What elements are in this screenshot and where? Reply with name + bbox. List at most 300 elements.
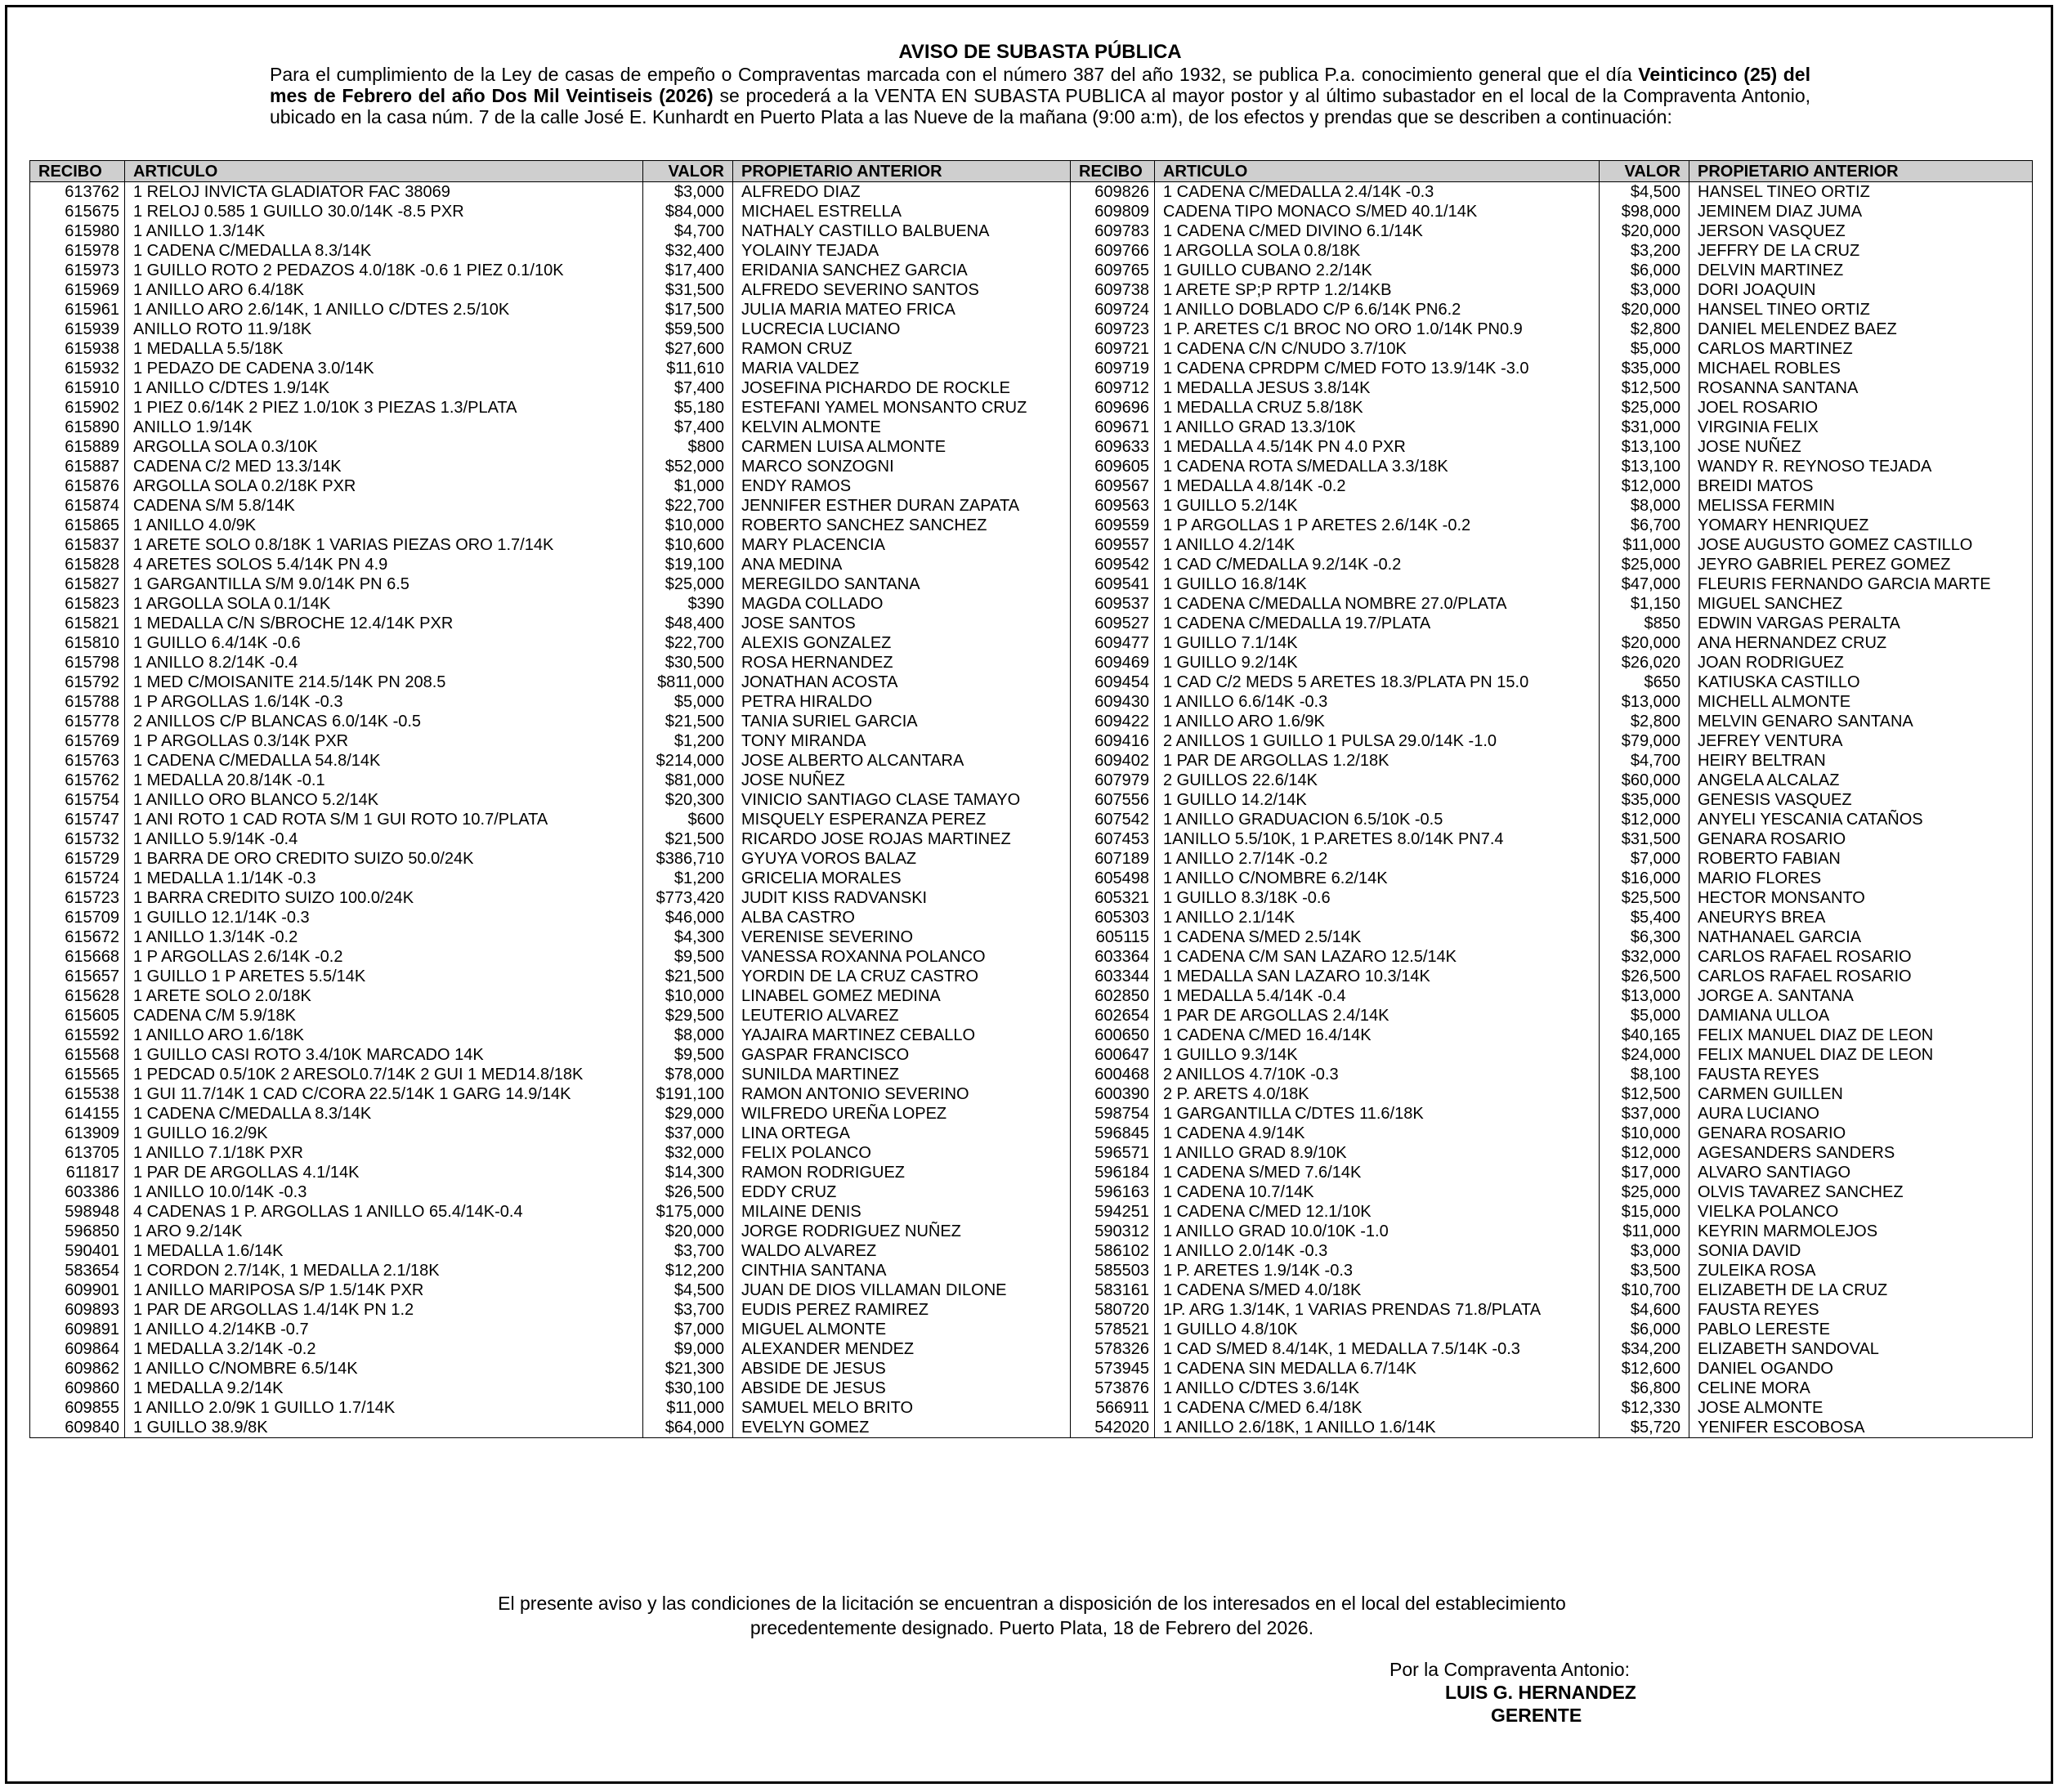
cell-valor-2: $7,000 [1600, 849, 1689, 869]
cell-propietario-2: WANDY R. REYNOSO TEJADA [1689, 457, 2033, 476]
signature-name: LUIS G. HERNANDEZ [1445, 1682, 1636, 1703]
cell-recibo: 609855 [30, 1398, 125, 1418]
table-row [30, 496, 2033, 516]
cell-propietario: MAGDA COLLADO [733, 594, 1071, 614]
cell-recibo: 615902 [30, 398, 125, 418]
cell-articulo: 1 ANILLO 4.2/14KB -0.7 [125, 1320, 643, 1339]
cell-propietario: GYUYA VOROS BALAZ [733, 849, 1071, 869]
cell-articulo-2: 1 PAR DE ARGOLLAS 1.2/18K [1155, 751, 1600, 771]
cell-recibo: 613762 [30, 182, 125, 203]
cell-propietario-2: MIGUEL SANCHEZ [1689, 594, 2033, 614]
cell-recibo: 596850 [30, 1222, 125, 1241]
cell-propietario: ANA MEDINA [733, 555, 1071, 574]
cell-valor-2: $32,000 [1600, 947, 1689, 967]
cell-valor: $1,200 [643, 869, 733, 888]
cell-propietario: CARMEN LUISA ALMONTE [733, 437, 1071, 457]
cell-propietario-2: CELINE MORA [1689, 1379, 2033, 1398]
cell-recibo-2: 607979 [1071, 771, 1155, 790]
cell-articulo-2: 1 ARETE SP;P RPTP 1.2/14KB [1155, 280, 1600, 300]
cell-propietario: RAMON CRUZ [733, 339, 1071, 359]
cell-recibo: 615732 [30, 829, 125, 849]
cell-propietario: LINABEL GOMEZ MEDINA [733, 986, 1071, 1006]
cell-articulo: 1 MEDALLA 9.2/14K [125, 1379, 643, 1398]
header-valor-2: VALOR [1600, 161, 1689, 182]
cell-propietario-2: JEFFRY DE LA CRUZ [1689, 241, 2033, 261]
cell-propietario-2: JOAN RODRIGUEZ [1689, 653, 2033, 673]
cell-valor: $10,600 [643, 535, 733, 555]
cell-articulo: 1 ARO 9.2/14K [125, 1222, 643, 1241]
cell-propietario-2: MELVIN GENARO SANTANA [1689, 712, 2033, 731]
cell-valor-2: $2,800 [1600, 320, 1689, 339]
cell-recibo-2: 605498 [1071, 869, 1155, 888]
cell-articulo-2: 1 CADENA SIN MEDALLA 6.7/14K [1155, 1359, 1600, 1379]
cell-valor: $14,300 [643, 1163, 733, 1182]
cell-valor-2: $12,600 [1600, 1359, 1689, 1379]
cell-propietario-2: FAUSTA REYES [1689, 1065, 2033, 1084]
cell-propietario-2: CARLOS RAFAEL ROSARIO [1689, 967, 2033, 986]
cell-recibo: 609860 [30, 1379, 125, 1398]
cell-recibo-2: 596163 [1071, 1182, 1155, 1202]
cell-recibo-2: 609557 [1071, 535, 1155, 555]
cell-articulo: 4 ARETES SOLOS 5.4/14K PN 4.9 [125, 555, 643, 574]
cell-valor-2: $4,700 [1600, 751, 1689, 771]
cell-valor: $811,000 [643, 673, 733, 692]
cell-articulo: 1 MEDALLA C/N S/BROCHE 12.4/14K PXR [125, 614, 643, 633]
notice-title: AVISO DE SUBASTA PÚBLICA [898, 41, 1182, 63]
cell-propietario: MICHAEL ESTRELLA [733, 202, 1071, 221]
cell-articulo: 1 ANILLO C/DTES 1.9/14K [125, 378, 643, 398]
cell-recibo-2: 602850 [1071, 986, 1155, 1006]
cell-recibo: 615810 [30, 633, 125, 653]
table-row [30, 1084, 2033, 1104]
cell-propietario-2: DANIEL OGANDO [1689, 1359, 2033, 1379]
cell-valor: $3,700 [643, 1241, 733, 1261]
table-row [30, 653, 2033, 673]
cell-valor: $10,000 [643, 986, 733, 1006]
cell-propietario-2: JEYRO GABRIEL PEREZ GOMEZ [1689, 555, 2033, 574]
cell-valor-2: $47,000 [1600, 574, 1689, 594]
cell-valor: $7,400 [643, 378, 733, 398]
table-row [30, 1320, 2033, 1339]
cell-articulo: 1 ANILLO MARIPOSA S/P 1.5/14K PXR [125, 1280, 643, 1300]
cell-valor: $4,500 [643, 1280, 733, 1300]
cell-articulo: 1 ANILLO ARO 1.6/18K [125, 1026, 643, 1045]
cell-articulo-2: 1 CADENA C/MED DIVINO 6.1/14K [1155, 221, 1600, 241]
cell-recibo-2: 609422 [1071, 712, 1155, 731]
cell-propietario: EDDY CRUZ [733, 1182, 1071, 1202]
cell-articulo: 1 PIEZ 0.6/14K 2 PIEZ 1.0/10K 3 PIEZAS 1.3/PLATA [125, 398, 643, 418]
cell-valor-2: $79,000 [1600, 731, 1689, 751]
cell-valor-2: $35,000 [1600, 359, 1689, 378]
cell-propietario-2: JOSE NUÑEZ [1689, 437, 2033, 457]
table-row [30, 1163, 2033, 1182]
cell-propietario: SUNILDA MARTINEZ [733, 1065, 1071, 1084]
cell-recibo-2: 605321 [1071, 888, 1155, 908]
cell-articulo: 1 MEDALLA 1.1/14K -0.3 [125, 869, 643, 888]
cell-articulo: CADENA C/2 MED 13.3/14K [125, 457, 643, 476]
cell-propietario: ROBERTO SANCHEZ SANCHEZ [733, 516, 1071, 535]
cell-articulo: 1 PAR DE ARGOLLAS 1.4/14K PN 1.2 [125, 1300, 643, 1320]
cell-recibo: 615874 [30, 496, 125, 516]
cell-articulo: 1 PAR DE ARGOLLAS 4.1/14K [125, 1163, 643, 1182]
cell-valor: $64,000 [643, 1418, 733, 1438]
cell-recibo: 615798 [30, 653, 125, 673]
cell-propietario-2: YOMARY HENRIQUEZ [1689, 516, 2033, 535]
cell-propietario-2: DELVIN MARTINEZ [1689, 261, 2033, 280]
cell-propietario-2: CARLOS MARTINEZ [1689, 339, 2033, 359]
cell-recibo-2: 609671 [1071, 418, 1155, 437]
cell-articulo: 1 RELOJ 0.585 1 GUILLO 30.0/14K -8.5 PXR [125, 202, 643, 221]
auction-items-table [29, 160, 2033, 1438]
table-row [30, 1222, 2033, 1241]
cell-propietario-2: CARMEN GUILLEN [1689, 1084, 2033, 1104]
cell-valor-2: $1,150 [1600, 594, 1689, 614]
cell-articulo: 1 ARETE SOLO 0.8/18K 1 VARIAS PIEZAS ORO 1.7/14K [125, 535, 643, 555]
table-row [30, 692, 2033, 712]
cell-recibo-2: 603364 [1071, 947, 1155, 967]
cell-valor: $12,200 [643, 1261, 733, 1280]
cell-articulo: 1 ANILLO ARO 2.6/14K, 1 ANILLO C/DTES 2.5/10K [125, 300, 643, 320]
cell-recibo-2: 596571 [1071, 1143, 1155, 1163]
cell-recibo-2: 609723 [1071, 320, 1155, 339]
cell-recibo-2: 609826 [1071, 182, 1155, 203]
notice-header [270, 41, 1810, 127]
footer-note: El presente aviso y las condiciones de la licitación se encuentran a disposición de los interesados en el local del establecimiento precedentemente designado. Puerto Plata, 18 de Febrero del 2026. [498, 1593, 1566, 1638]
cell-propietario-2: GENARA ROSARIO [1689, 829, 2033, 849]
cell-recibo: 615969 [30, 280, 125, 300]
cell-propietario: TONY MIRANDA [733, 731, 1071, 751]
cell-recibo: 583654 [30, 1261, 125, 1280]
cell-recibo-2: 609537 [1071, 594, 1155, 614]
cell-valor: $11,000 [643, 1398, 733, 1418]
cell-articulo-2: 1 CADENA C/MEDALLA 2.4/14K -0.3 [1155, 182, 1600, 203]
cell-valor-2: $3,200 [1600, 241, 1689, 261]
cell-valor-2: $12,000 [1600, 476, 1689, 496]
cell-valor: $8,000 [643, 1026, 733, 1045]
table-row [30, 1241, 2033, 1261]
cell-valor-2: $650 [1600, 673, 1689, 692]
cell-articulo: ANILLO 1.9/14K [125, 418, 643, 437]
cell-valor-2: $34,200 [1600, 1339, 1689, 1359]
cell-recibo: 615778 [30, 712, 125, 731]
cell-valor-2: $98,000 [1600, 202, 1689, 221]
cell-articulo-2: 1 ANILLO 2.7/14K -0.2 [1155, 849, 1600, 869]
cell-valor-2: $6,300 [1600, 927, 1689, 947]
cell-valor: $5,180 [643, 398, 733, 418]
cell-valor: $32,400 [643, 241, 733, 261]
cell-recibo-2: 573876 [1071, 1379, 1155, 1398]
header-valor: VALOR [643, 161, 733, 182]
cell-propietario-2: VIRGINIA FELIX [1689, 418, 2033, 437]
table-row [30, 888, 2033, 908]
cell-propietario-2: CARLOS RAFAEL ROSARIO [1689, 947, 2033, 967]
cell-recibo: 611817 [30, 1163, 125, 1182]
cell-propietario: JOSE ALBERTO ALCANTARA [733, 751, 1071, 771]
table-row [30, 1182, 2033, 1202]
cell-recibo-2: 609567 [1071, 476, 1155, 496]
cell-articulo-2: 1 CAD C/MEDALLA 9.2/14K -0.2 [1155, 555, 1600, 574]
cell-recibo: 609893 [30, 1300, 125, 1320]
cell-articulo-2: 2 P. ARETS 4.0/18K [1155, 1084, 1600, 1104]
cell-articulo-2: 1 MEDALLA 4.8/14K -0.2 [1155, 476, 1600, 496]
cell-articulo-2: 1 ANILLO GRADUACION 6.5/10K -0.5 [1155, 810, 1600, 829]
cell-valor: $22,700 [643, 633, 733, 653]
cell-articulo-2: 1 GUILLO 8.3/18K -0.6 [1155, 888, 1600, 908]
cell-articulo-2: 1 CAD S/MED 8.4/14K, 1 MEDALLA 7.5/14K -0.3 [1155, 1339, 1600, 1359]
cell-propietario-2: MELISSA FERMIN [1689, 496, 2033, 516]
cell-valor: $4,300 [643, 927, 733, 947]
cell-recibo-2: 609696 [1071, 398, 1155, 418]
cell-recibo-2: 609721 [1071, 339, 1155, 359]
cell-propietario-2: JOSE AUGUSTO GOMEZ CASTILLO [1689, 535, 2033, 555]
header-propietario: PROPIETARIO ANTERIOR [733, 161, 1071, 182]
cell-recibo-2: 605303 [1071, 908, 1155, 927]
cell-valor-2: $12,500 [1600, 378, 1689, 398]
table-row [30, 555, 2033, 574]
cell-articulo: 1 ANILLO 4.0/9K [125, 516, 643, 535]
cell-articulo: 1 ANI ROTO 1 CAD ROTA S/M 1 GUI ROTO 10.7/PLATA [125, 810, 643, 829]
cell-propietario-2: JORGE A. SANTANA [1689, 986, 2033, 1006]
cell-valor: $10,000 [643, 516, 733, 535]
cell-recibo: 615668 [30, 947, 125, 967]
cell-valor-2: $26,500 [1600, 967, 1689, 986]
cell-articulo: 1 PEDAZO DE CADENA 3.0/14K [125, 359, 643, 378]
cell-valor-2: $17,000 [1600, 1163, 1689, 1182]
cell-recibo-2: 600390 [1071, 1084, 1155, 1104]
cell-articulo: 1 BARRA DE ORO CREDITO SUIZO 50.0/24K [125, 849, 643, 869]
cell-articulo-2: 1 MEDALLA JESUS 3.8/14K [1155, 378, 1600, 398]
cell-propietario-2: ZULEIKA ROSA [1689, 1261, 2033, 1280]
cell-propietario-2: JOEL ROSARIO [1689, 398, 2033, 418]
cell-valor-2: $25,000 [1600, 1182, 1689, 1202]
table-row [30, 241, 2033, 261]
cell-propietario: ABSIDE DE JESUS [733, 1359, 1071, 1379]
cell-valor: $81,000 [643, 771, 733, 790]
cell-recibo-2: 609477 [1071, 633, 1155, 653]
cell-valor-2: $15,000 [1600, 1202, 1689, 1222]
cell-recibo: 615657 [30, 967, 125, 986]
cell-articulo-2: 2 ANILLOS 4.7/10K -0.3 [1155, 1065, 1600, 1084]
table-row [30, 986, 2033, 1006]
cell-recibo: 615973 [30, 261, 125, 280]
cell-propietario-2: ANEURYS BREA [1689, 908, 2033, 927]
cell-propietario-2: ELIZABETH DE LA CRUZ [1689, 1280, 2033, 1300]
cell-articulo: 1 GUILLO 6.4/14K -0.6 [125, 633, 643, 653]
cell-articulo: 1 ANILLO ARO 6.4/18K [125, 280, 643, 300]
cell-valor-2: $3,000 [1600, 1241, 1689, 1261]
cell-valor-2: $12,330 [1600, 1398, 1689, 1418]
cell-articulo-2: 1 GUILLO 5.2/14K [1155, 496, 1600, 516]
cell-articulo: 1 P ARGOLLAS 0.3/14K PXR [125, 731, 643, 751]
table-row [30, 673, 2033, 692]
cell-recibo-2: 609765 [1071, 261, 1155, 280]
cell-propietario: MARY PLACENCIA [733, 535, 1071, 555]
cell-articulo: 1 ANILLO 5.9/14K -0.4 [125, 829, 643, 849]
table-row [30, 1339, 2033, 1359]
cell-recibo-2: 607542 [1071, 810, 1155, 829]
cell-articulo-2: 1 CADENA CPRDPM C/MED FOTO 13.9/14K -3.0 [1155, 359, 1600, 378]
cell-propietario: JORGE RODRIGUEZ NUÑEZ [733, 1222, 1071, 1241]
cell-articulo-2: 1 GARGANTILLA C/DTES 11.6/18K [1155, 1104, 1600, 1124]
cell-articulo-2: 1 MEDALLA SAN LAZARO 10.3/14K [1155, 967, 1600, 986]
cell-valor: $386,710 [643, 849, 733, 869]
cell-valor-2: $3,000 [1600, 280, 1689, 300]
table-row [30, 1124, 2033, 1143]
cell-articulo: 1 GUILLO 1 P ARETES 5.5/14K [125, 967, 643, 986]
cell-recibo: 615932 [30, 359, 125, 378]
cell-valor: $31,500 [643, 280, 733, 300]
cell-recibo-2: 607556 [1071, 790, 1155, 810]
cell-valor-2: $5,000 [1600, 1006, 1689, 1026]
table-row [30, 516, 2033, 535]
cell-recibo: 615980 [30, 221, 125, 241]
cell-articulo-2: 1 GUILLO 14.2/14K [1155, 790, 1600, 810]
cell-valor: $800 [643, 437, 733, 457]
cell-propietario: YAJAIRA MARTINEZ CEBALLO [733, 1026, 1071, 1045]
cell-articulo-2: 1 ANILLO 2.6/18K, 1 ANILLO 1.6/14K [1155, 1418, 1600, 1438]
cell-articulo: 1 ANILLO 1.3/14K -0.2 [125, 927, 643, 947]
cell-propietario: NATHALY CASTILLO BALBUENA [733, 221, 1071, 241]
cell-propietario: JUAN DE DIOS VILLAMAN DILONE [733, 1280, 1071, 1300]
cell-propietario-2: AGESANDERS SANDERS [1689, 1143, 2033, 1163]
cell-articulo-2: 1 CADENA C/MEDALLA 19.7/PLATA [1155, 614, 1600, 633]
cell-valor-2: $4,600 [1600, 1300, 1689, 1320]
cell-valor: $84,000 [643, 202, 733, 221]
cell-valor-2: $11,000 [1600, 1222, 1689, 1241]
cell-valor: $4,700 [643, 221, 733, 241]
header-propietario-2: PROPIETARIO ANTERIOR [1689, 161, 2033, 182]
table-row [30, 378, 2033, 398]
cell-recibo: 615978 [30, 241, 125, 261]
cell-valor-2: $10,700 [1600, 1280, 1689, 1300]
cell-propietario: VERENISE SEVERINO [733, 927, 1071, 947]
cell-propietario: SAMUEL MELO BRITO [733, 1398, 1071, 1418]
cell-recibo-2: 578326 [1071, 1339, 1155, 1359]
intro-text-2: se procederá a la VENTA EN SUBASTA PUBLICA al mayor postor y al último subastador en el local de la Compraventa Antonio, ubicado en la casa núm. 7 de la calle José E. Kunhardt en Puerto Plata a las Nueve de la mañana (9:00 a:m), de los efectos y prendas que se describen a continuación: [270, 85, 1811, 127]
cell-articulo-2: 1 ANILLO 2.1/14K [1155, 908, 1600, 927]
cell-propietario-2: MICHELL ALMONTE [1689, 692, 2033, 712]
cell-valor-2: $2,800 [1600, 712, 1689, 731]
cell-articulo-2: 1 ANILLO 6.6/14K -0.3 [1155, 692, 1600, 712]
cell-recibo: 609864 [30, 1339, 125, 1359]
table-row [30, 1065, 2033, 1084]
cell-articulo: 1 GUILLO 16.2/9K [125, 1124, 643, 1143]
cell-articulo: 1 P ARGOLLAS 2.6/14K -0.2 [125, 947, 643, 967]
table-row [30, 790, 2033, 810]
cell-propietario-2: BREIDI MATOS [1689, 476, 2033, 496]
cell-valor-2: $13,000 [1600, 692, 1689, 712]
cell-valor-2: $26,020 [1600, 653, 1689, 673]
cell-propietario-2: HEIRY BELTRAN [1689, 751, 2033, 771]
table-header-row [30, 161, 2033, 182]
cell-valor-2: $20,000 [1600, 633, 1689, 653]
cell-recibo-2: 609454 [1071, 673, 1155, 692]
cell-recibo-2: 573945 [1071, 1359, 1155, 1379]
cell-recibo-2: 609738 [1071, 280, 1155, 300]
cell-articulo: 1 BARRA CREDITO SUIZO 100.0/24K [125, 888, 643, 908]
table-row [30, 967, 2033, 986]
cell-propietario: VINICIO SANTIAGO CLASE TAMAYO [733, 790, 1071, 810]
cell-propietario-2: JOSE ALMONTE [1689, 1398, 2033, 1418]
cell-valor-2: $5,400 [1600, 908, 1689, 927]
cell-valor: $773,420 [643, 888, 733, 908]
cell-propietario: RICARDO JOSE ROJAS MARTINEZ [733, 829, 1071, 849]
cell-propietario-2: MARIO FLORES [1689, 869, 2033, 888]
cell-propietario-2: EDWIN VARGAS PERALTA [1689, 614, 2033, 633]
table-row [30, 476, 2033, 496]
cell-recibo-2: 609724 [1071, 300, 1155, 320]
cell-propietario: PETRA HIRALDO [733, 692, 1071, 712]
table-row [30, 947, 2033, 967]
cell-articulo-2: 1 ANILLO GRAD 8.9/10K [1155, 1143, 1600, 1163]
cell-valor: $29,000 [643, 1104, 733, 1124]
cell-propietario-2: OLVIS TAVAREZ SANCHEZ [1689, 1182, 2033, 1202]
cell-recibo-2: 598754 [1071, 1104, 1155, 1124]
cell-propietario-2: ANYELI YESCANIA CATAÑOS [1689, 810, 2033, 829]
cell-recibo: 615605 [30, 1006, 125, 1026]
cell-recibo-2: 566911 [1071, 1398, 1155, 1418]
cell-valor: $5,000 [643, 692, 733, 712]
cell-recibo-2: 609766 [1071, 241, 1155, 261]
cell-valor-2: $10,000 [1600, 1124, 1689, 1143]
cell-valor-2: $11,000 [1600, 535, 1689, 555]
cell-articulo: 1 ANILLO ORO BLANCO 5.2/14K [125, 790, 643, 810]
cell-valor-2: $3,500 [1600, 1261, 1689, 1280]
cell-propietario: ESTEFANI YAMEL MONSANTO CRUZ [733, 398, 1071, 418]
cell-propietario: ALFREDO DIAZ [733, 182, 1071, 203]
cell-propietario: ERIDANIA SANCHEZ GARCIA [733, 261, 1071, 280]
cell-propietario-2: HANSEL TINEO ORTIZ [1689, 300, 2033, 320]
cell-valor-2: $12,000 [1600, 1143, 1689, 1163]
table-row [30, 849, 2033, 869]
cell-propietario-2: DAMIANA ULLOA [1689, 1006, 2033, 1026]
cell-propietario-2: ANA HERNANDEZ CRUZ [1689, 633, 2033, 653]
cell-valor: $21,300 [643, 1359, 733, 1379]
table-row [30, 437, 2033, 457]
cell-articulo-2: 1 ANILLO C/DTES 3.6/14K [1155, 1379, 1600, 1398]
cell-valor: $3,700 [643, 1300, 733, 1320]
cell-valor-2: $13,000 [1600, 986, 1689, 1006]
table-body [30, 182, 2033, 1438]
cell-articulo-2: 1 ANILLO GRAD 13.3/10K [1155, 418, 1600, 437]
cell-recibo-2: 607189 [1071, 849, 1155, 869]
cell-articulo: 1 ANILLO 2.0/9K 1 GUILLO 1.7/14K [125, 1398, 643, 1418]
table-row [30, 1418, 2033, 1438]
cell-articulo: 1 CADENA C/MEDALLA 54.8/14K [125, 751, 643, 771]
cell-articulo: CADENA S/M 5.8/14K [125, 496, 643, 516]
cell-valor-2: $13,100 [1600, 457, 1689, 476]
cell-recibo: 615565 [30, 1065, 125, 1084]
table-row [30, 339, 2033, 359]
cell-propietario-2: ELIZABETH SANDOVAL [1689, 1339, 2033, 1359]
cell-propietario-2: FELIX MANUEL DIAZ DE LEON [1689, 1026, 2033, 1045]
table-row [30, 398, 2033, 418]
cell-propietario: LEUTERIO ALVAREZ [733, 1006, 1071, 1026]
cell-propietario: JOSEFINA PICHARDO DE ROCKLE [733, 378, 1071, 398]
cell-articulo-2: 1 MEDALLA 5.4/14K -0.4 [1155, 986, 1600, 1006]
cell-articulo: 1 GARGANTILLA S/M 9.0/14K PN 6.5 [125, 574, 643, 594]
cell-articulo-2: 1 ANILLO 4.2/14K [1155, 535, 1600, 555]
cell-valor: $32,000 [643, 1143, 733, 1163]
cell-valor-2: $6,000 [1600, 1320, 1689, 1339]
cell-valor: $46,000 [643, 908, 733, 927]
cell-articulo: ANILLO ROTO 11.9/18K [125, 320, 643, 339]
cell-articulo: 1 ANILLO 8.2/14K -0.4 [125, 653, 643, 673]
table-row [30, 614, 2033, 633]
cell-articulo: 1 GUILLO 12.1/14K -0.3 [125, 908, 643, 927]
cell-recibo: 615729 [30, 849, 125, 869]
table-row [30, 535, 2033, 555]
